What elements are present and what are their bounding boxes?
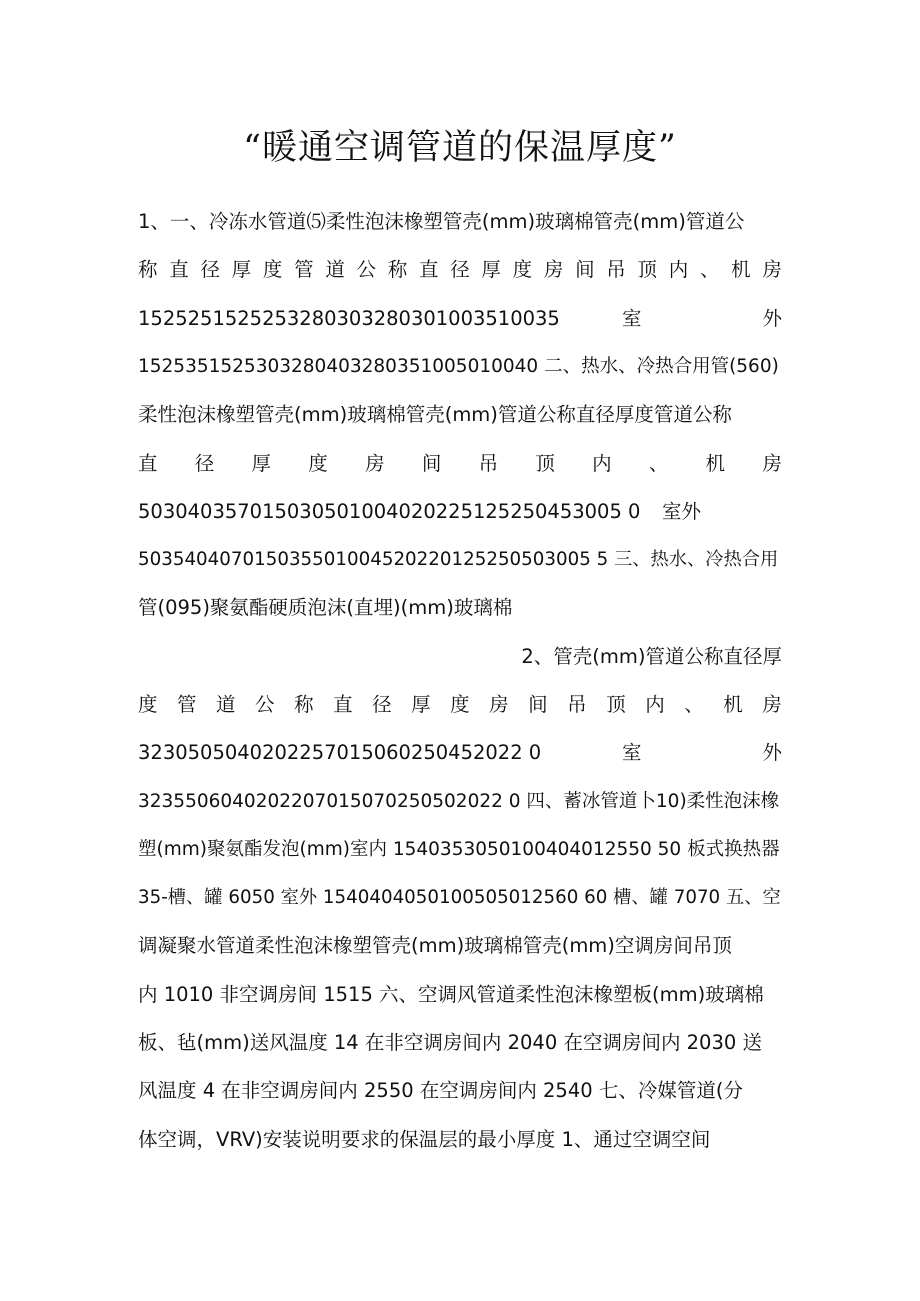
body-line-18: 板、毡(mm)送风温度 14 在非空调房间内 2040 在空调房间内 2030 送 — [138, 1031, 762, 1054]
body-line-9: 管(095)聚氨酯硬质泡沫(直埋)(mm)玻璃棉 — [138, 596, 513, 619]
body-line-14: 塑(mm)聚氨酯发泡(mm)室内 1540353050100404012550 50 板式换热器 — [138, 839, 780, 860]
body-line-19: 风温度 4 在非空调房间内 2550 在空调房间内 2540 七、冷媒管道(分 — [138, 1079, 743, 1102]
body-line-4: 1525351525303280403280351005010040 二、热水、冷热合用管(560) — [138, 356, 779, 377]
body-line-6: 直 径 厚 度 房 间 吊 顶 内 、 机 房 — [138, 452, 782, 475]
body-line-20: 体空调，VRV)安装说明要求的保温层的最小厚度 1、通过空调空间 — [138, 1128, 711, 1151]
body-line-15: 35-槽、罐 6050 室外 1540404050100505012560 60 槽、罐 7070 五、空 — [138, 887, 781, 908]
body-line-8: 503540407015035501004520220125250503005 5 三、热水、冷热合用 — [138, 549, 779, 570]
body-line-13: 3235506040202207015070250502022 0 四、蓄冰管道卜10)柔性泡沫橡 — [138, 791, 780, 812]
body-line-12: 3230505040202257015060250452022 0 室 外 — [138, 741, 782, 764]
body-line-5: 柔性泡沫橡塑管壳(mm)玻璃棉管壳(mm)管道公称直径厚度管道公称 — [138, 403, 732, 426]
document-title: “暖通空调管道的保温厚度” — [243, 128, 677, 168]
body-line-1: 1、一、冷冻水管道⑸柔性泡沫橡塑管壳(mm)玻璃棉管壳(mm)管道公 — [138, 210, 745, 233]
body-line-7: 503040357015030501004020225125250453005 0 室外 — [138, 500, 702, 523]
body-line-3: 1525251525253280303280301003510035 室 外 — [138, 307, 782, 330]
body-line-17: 内 1010 非空调房间 1515 六、空调风管道柔性泡沫橡塑板(mm)玻璃棉 — [138, 983, 764, 1006]
body-line-11: 度 管 道 公 称 直 径 厚 度 房 间 吊 顶 内 、 机 房 — [138, 693, 782, 716]
body-line-10: 2、管壳(mm)管道公称直径厚 — [521, 645, 782, 668]
body-line-16: 调凝聚水管道柔性泡沫橡塑管壳(mm)玻璃棉管壳(mm)空调房间吊顶 — [138, 934, 732, 957]
body-line-2: 称 直 径 厚 度 管 道 公 称 直 径 厚 度 房 间 吊 顶 内 、 机 房 — [138, 258, 782, 281]
